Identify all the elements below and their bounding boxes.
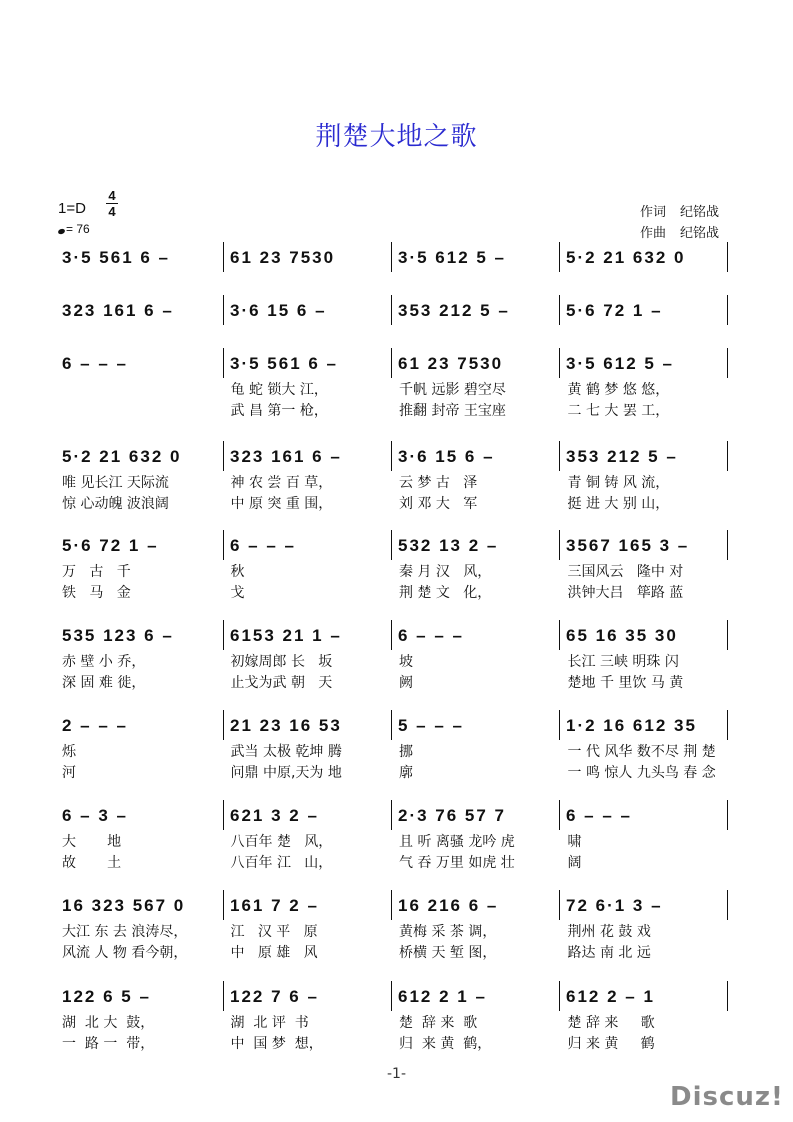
page-number: -1- — [386, 1066, 406, 1082]
lyric-line-verse-1 — [60, 1013, 728, 1034]
lyric-line-verse-2 — [60, 583, 728, 604]
lyric-segment: 故 土 — [62, 855, 122, 871]
score-system — [60, 242, 728, 268]
lyric-segment: 风流 人 物 看今朝， — [62, 945, 188, 961]
measure: 612 2 – 1 — [566, 987, 655, 1006]
lyric-segment: 千帆 远影 碧空尽 — [399, 382, 506, 398]
measure: 6 – 3 – — [62, 806, 128, 825]
lyric-segment: 桥横 天 堑 图， — [399, 945, 497, 961]
song-title: 荆楚大地之歌 — [315, 122, 478, 152]
watermark-logo: Discuz! — [670, 1082, 784, 1112]
measure: 3567 165 3 – — [566, 536, 690, 555]
barline — [727, 710, 728, 740]
notation-line — [60, 242, 728, 268]
measure: 2·3 76 57 7 — [398, 806, 507, 825]
lyric-segment: 且 听 离骚 龙吟 虎 — [399, 834, 515, 850]
measure: 323 161 6 – — [230, 447, 342, 466]
composer-label: 作曲 — [640, 226, 667, 241]
lyric-segment: 武当 太极 乾坤 腾 — [230, 744, 342, 760]
lyric-line-verse-2 — [60, 673, 728, 694]
lyric-segment: 深 固 难 徙， — [62, 675, 146, 691]
notation-line — [60, 981, 728, 1007]
time-signature-bottom: 4 — [108, 204, 116, 219]
lyric-segment: 初嫁周郎 长 坂 — [230, 654, 333, 670]
barline — [727, 348, 728, 378]
measure: 3·5 612 5 – — [398, 248, 507, 267]
lyric-segment: 洪钟大吕 筚路 蓝 — [567, 585, 684, 601]
lyric-segment: 楚 辞 来 歌 — [399, 1015, 478, 1031]
measure: 5 – – – — [398, 716, 464, 735]
measure: 3·5 561 6 – — [230, 354, 339, 373]
measure: 353 212 5 – — [566, 447, 678, 466]
key-signature: 1=D — [58, 200, 86, 217]
lyric-segment: 湖 北 大 鼓， — [62, 1015, 155, 1031]
measure: 122 6 5 – — [62, 987, 151, 1006]
lyric-segment: 路达 南 北 远 — [567, 945, 651, 961]
notation-line — [60, 620, 728, 646]
barline — [727, 890, 728, 920]
tempo-marking — [58, 222, 90, 236]
lyric-line-verse-1 — [60, 742, 728, 763]
lyric-line-verse-2 — [60, 401, 728, 422]
lyric-segment: 一 鸣 惊人 九头鸟 春 念 — [567, 765, 716, 781]
measure: 5·6 72 1 – — [62, 536, 159, 555]
lyric-segment: 一 路 一 带， — [62, 1036, 155, 1052]
lyric-segment: 阙 — [399, 675, 413, 691]
lyric-segment: 大 地 — [62, 834, 122, 850]
score-system — [60, 441, 728, 515]
lyricist-credit — [640, 201, 719, 220]
lyric-segment: 黄 鹤 梦 悠 悠， — [567, 382, 670, 398]
lyric-segment: 中 原 突 重 围， — [230, 496, 333, 512]
score-system — [60, 620, 728, 694]
lyric-segment: 荆 楚 文 化， — [399, 585, 492, 601]
lyricist-label: 作词 — [640, 205, 667, 220]
lyric-line-verse-1 — [60, 562, 728, 583]
measure: 5·6 72 1 – — [566, 301, 663, 320]
lyric-line-verse-2 — [60, 763, 728, 784]
lyric-line-verse-2 — [60, 943, 728, 964]
lyric-segment — [60, 401, 223, 422]
lyric-segment: 秦 月 汉 风， — [399, 564, 492, 580]
score-system — [60, 710, 728, 784]
measure: 3·6 15 6 – — [230, 301, 327, 320]
lyric-segment: 河 — [62, 765, 76, 781]
measure: 323 161 6 – — [62, 301, 174, 320]
lyric-segment: 中 原 雄 风 — [230, 945, 318, 961]
barline — [727, 981, 728, 1011]
lyric-segment: 廓 — [399, 765, 413, 781]
measure: 6 – – – — [398, 626, 464, 645]
lyric-segment: 铁 马 金 — [62, 585, 131, 601]
lyric-segment: 武 昌 第一 枪， — [230, 403, 328, 419]
lyric-line-verse-1 — [60, 922, 728, 943]
composer-name: 纪铭战 — [680, 226, 720, 241]
lyric-segment: 挪 — [399, 744, 413, 760]
measure: 2 – – – — [62, 716, 128, 735]
lyric-segment: 二 七 大 罢 工， — [567, 403, 670, 419]
lyric-segment: 中 国 梦 想， — [230, 1036, 323, 1052]
score-system — [60, 295, 728, 321]
lyric-line-verse-2 — [60, 1034, 728, 1055]
tempo-value: = 76 — [66, 222, 90, 236]
time-signature-top: 4 — [108, 188, 116, 203]
time-signature — [104, 188, 120, 219]
measure: 3·6 15 6 – — [398, 447, 495, 466]
measure: 535 123 6 – — [62, 626, 174, 645]
score-system — [60, 981, 728, 1055]
measure: 6 – – – — [62, 354, 128, 373]
measure: 612 2 1 – — [398, 987, 487, 1006]
lyric-segment — [60, 380, 223, 401]
lyric-segment: 赤 壁 小 乔， — [62, 654, 146, 670]
lyric-line-verse-1 — [60, 380, 728, 401]
measure: 6153 21 1 – — [230, 626, 342, 645]
lyricist-name: 纪铭战 — [680, 205, 720, 220]
score-system — [60, 800, 728, 874]
lyric-segment: 楚地 千 里饮 马 黄 — [567, 675, 684, 691]
notation-line — [60, 890, 728, 916]
lyric-segment: 气 吞 万里 如虎 壮 — [399, 855, 515, 871]
lyric-segment: 八百年 楚 风， — [230, 834, 333, 850]
notation-line — [60, 295, 728, 321]
barline — [727, 295, 728, 325]
notation-line — [60, 800, 728, 826]
lyric-segment: 问鼎 中原,天为 地 — [230, 765, 342, 781]
lyric-segment: 止戈为武 朝 天 — [230, 675, 333, 691]
lyric-segment: 龟 蛇 锁大 江， — [230, 382, 328, 398]
notation-line — [60, 530, 728, 556]
lyric-segment: 烁 — [62, 744, 76, 760]
lyric-segment: 惊 心动魄 波浪阔 — [62, 496, 169, 512]
measure: 353 212 5 – — [398, 301, 510, 320]
barline — [727, 530, 728, 560]
measure: 21 23 16 53 — [230, 716, 342, 735]
notation-line — [60, 710, 728, 736]
notation-line — [60, 441, 728, 467]
lyric-line-verse-1 — [60, 832, 728, 853]
score-system — [60, 348, 728, 422]
lyric-segment: 云 梦 古 泽 — [399, 475, 478, 491]
lyric-line-verse-2 — [60, 494, 728, 515]
measure: 532 13 2 – — [398, 536, 499, 555]
measure: 6 – – – — [566, 806, 632, 825]
lyric-segment: 一 代 风华 数不尽 荆 楚 — [567, 744, 716, 760]
lyric-segment: 湖 北 评 书 — [230, 1015, 309, 1031]
lyric-segment: 归 来 黄 鹤 — [567, 1036, 655, 1052]
lyric-segment: 江 汉 平 原 — [230, 924, 318, 940]
measure: 61 23 7530 — [230, 248, 336, 267]
lyric-line-verse-1 — [60, 473, 728, 494]
lyric-segment: 挺 进 大 别 山， — [567, 496, 670, 512]
composer-credit — [640, 222, 719, 241]
measure: 621 3 2 – — [230, 806, 319, 825]
measure: 3·5 561 6 – — [62, 248, 171, 267]
lyric-segment: 坡 — [399, 654, 413, 670]
measure: 61 23 7530 — [398, 354, 504, 373]
lyric-segment: 大江 东 去 浪涛尽， — [62, 924, 188, 940]
lyric-segment: 啸 — [567, 834, 582, 850]
measure: 122 7 6 – — [230, 987, 319, 1006]
notation-line — [60, 348, 728, 374]
lyric-segment: 神 农 尝 百 草， — [230, 475, 333, 491]
measure: 3·5 612 5 – — [566, 354, 675, 373]
measure: 5·2 21 632 0 — [566, 248, 686, 267]
measure: 65 16 35 30 — [566, 626, 678, 645]
lyric-segment: 阔 — [567, 855, 582, 871]
score-system — [60, 530, 728, 604]
lyric-segment: 八百年 江 山， — [230, 855, 333, 871]
lyric-segment: 归 来 黄 鹤， — [399, 1036, 492, 1052]
lyric-line-verse-2 — [60, 853, 728, 874]
lyric-segment: 推翻 封帝 王宝座 — [399, 403, 506, 419]
barline — [727, 441, 728, 471]
measure: 1·2 16 612 35 — [566, 716, 697, 735]
lyric-segment: 荆州 花 鼓 戏 — [567, 924, 651, 940]
lyric-segment: 万 古 千 — [62, 564, 131, 580]
lyric-segment: 刘 邓 大 军 — [399, 496, 478, 512]
lyric-segment: 长江 三峡 明珠 闪 — [567, 654, 679, 670]
lyric-segment: 楚 辞 来 歌 — [567, 1015, 655, 1031]
quarter-note-icon — [57, 228, 65, 235]
measure: 16 216 6 – — [398, 896, 499, 915]
score-system — [60, 890, 728, 964]
lyric-segment: 黄梅 采 茶 调， — [399, 924, 497, 940]
lyric-line-verse-1 — [60, 652, 728, 673]
measure: 161 7 2 – — [230, 896, 319, 915]
measure: 72 6·1 3 – — [566, 896, 663, 915]
lyric-segment: 秋 — [230, 564, 245, 580]
lyric-segment: 唯 见长江 天际流 — [62, 475, 169, 491]
measure: 6 – – – — [230, 536, 296, 555]
measure: 16 323 567 0 — [62, 896, 186, 915]
barline — [727, 242, 728, 272]
barline — [727, 620, 728, 650]
lyric-segment: 戈 — [230, 585, 245, 601]
lyric-segment: 三国风云 隆中 对 — [567, 564, 684, 580]
barline — [727, 800, 728, 830]
measure: 5·2 21 632 0 — [62, 447, 182, 466]
lyric-segment: 青 铜 铸 风 流， — [567, 475, 670, 491]
